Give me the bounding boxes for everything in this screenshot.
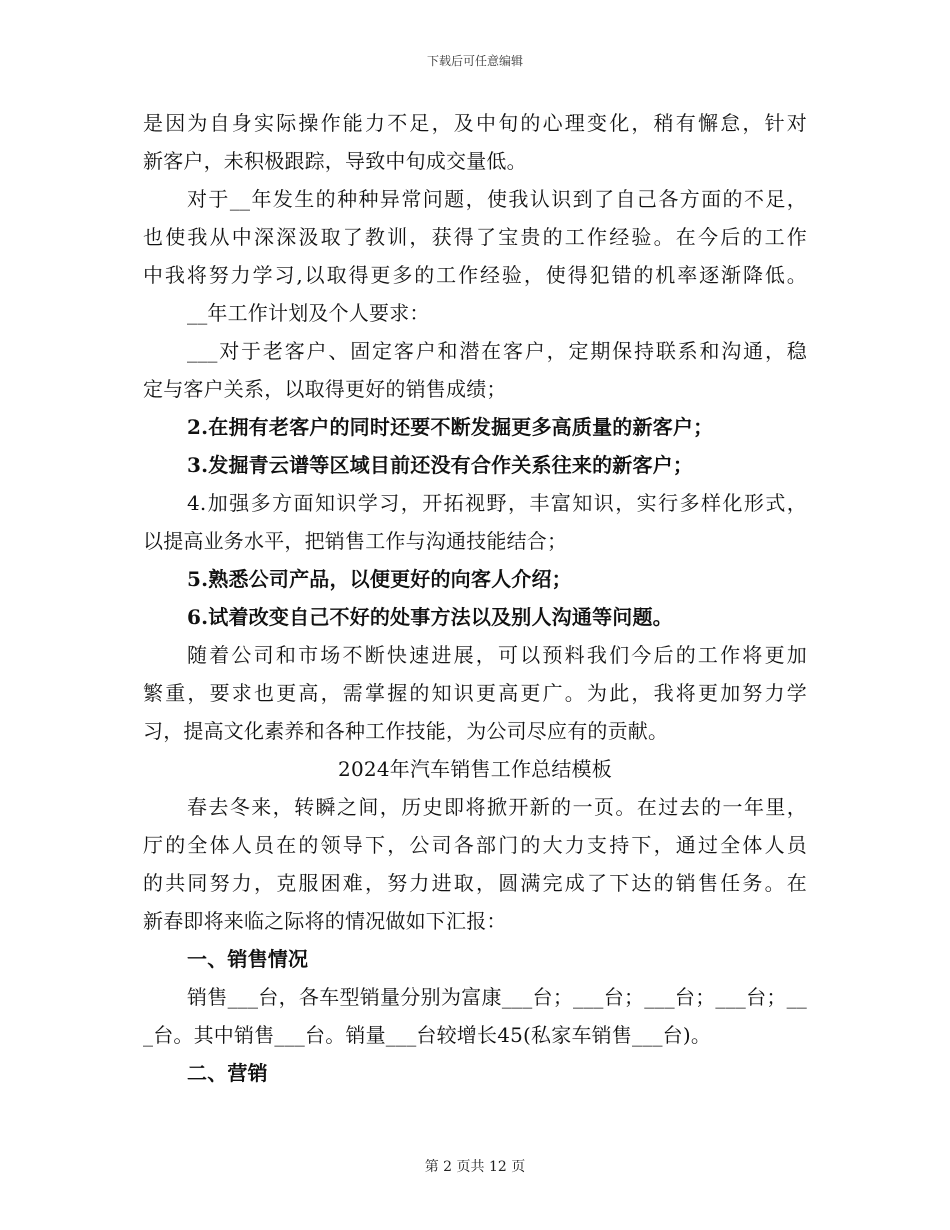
paragraph-line: 以提高业务水平，把销售工作与沟通技能结合；: [143, 529, 568, 553]
paragraph-line: 定与客户关系，以取得更好的销售成绩；: [143, 377, 507, 401]
bold-paragraph-line: 5.熟悉公司产品，以便更好的向客人介绍；: [187, 567, 572, 591]
paragraph-line: ___对于老客户、固定客户和潜在客户，定期保持联系和沟通，稳: [187, 339, 807, 363]
paragraph-line: 4.加强多方面知识学习，开拓视野，丰富知识，实行多样化形式，: [187, 491, 807, 515]
page-header: 下载后可任意编辑: [426, 54, 523, 68]
paragraph-line: __年工作计划及个人要求：: [187, 301, 430, 325]
paragraph-line: 对于__年发生的种种异常问题，使我认识到了自己各方面的不足，: [187, 187, 807, 211]
document-body: [143, 104, 807, 1092]
paragraph-line: 也使我从中深深汲取了教训，获得了宝贵的工作经验。在今后的工作: [143, 225, 807, 249]
page-footer: 第 2 页共 12 页: [424, 1159, 526, 1175]
paragraph-line: 春去冬来，转瞬之间，历史即将掀开新的一页。在过去的一年里，: [187, 795, 807, 819]
paragraph-line: 繁重，要求也更高，需掌握的知识更高更广。为此，我将更加努力学: [143, 681, 807, 705]
paragraph-line: 新客户，未积极跟踪，导致中旬成交量低。: [143, 149, 527, 173]
bold-paragraph-line: 3.发掘青云谱等区域目前还没有合作关系往来的新客户；: [187, 453, 694, 477]
section-title: 2024年汽车销售工作总结模板: [338, 757, 612, 781]
paragraph-line: 新春即将来临之际将的情况做如下汇报：: [143, 909, 507, 933]
paragraph-line: 习，提高文化素养和各种工作技能，为公司尽应有的贡献。: [143, 719, 669, 743]
bold-paragraph-line: 6.试着改变自己不好的处事方法以及别人沟通等问题。: [187, 605, 673, 629]
paragraph-line: 是因为自身实际操作能力不足，及中旬的心理变化，稍有懈怠，针对: [143, 111, 807, 135]
paragraph-line: 的共同努力，克服困难，努力进取，圆满完成了下达的销售任务。在: [143, 871, 807, 895]
paragraph-line: _台。其中销售___台。销量___台较增长45(私家车销售___台)。: [143, 1023, 712, 1047]
bold-paragraph-line: 2.在拥有老客户的同时还要不断发掘更多高质量的新客户；: [187, 415, 714, 439]
paragraph-line: 随着公司和市场不断快速进展，可以预料我们今后的工作将更加: [187, 643, 807, 667]
paragraph-line: 销售___台，各车型销量分别为富康___台；___台；___台；___台；__: [187, 985, 807, 1009]
bold-paragraph-line: 一、销售情况: [187, 947, 309, 971]
paragraph-line: 厅的全体人员在的领导下，公司各部门的大力支持下，通过全体人员: [143, 833, 807, 857]
paragraph-line: 中我将努力学习,以取得更多的工作经验，使得犯错的机率逐渐降低。: [143, 263, 807, 287]
bold-paragraph-line: 二、营销: [187, 1061, 268, 1085]
